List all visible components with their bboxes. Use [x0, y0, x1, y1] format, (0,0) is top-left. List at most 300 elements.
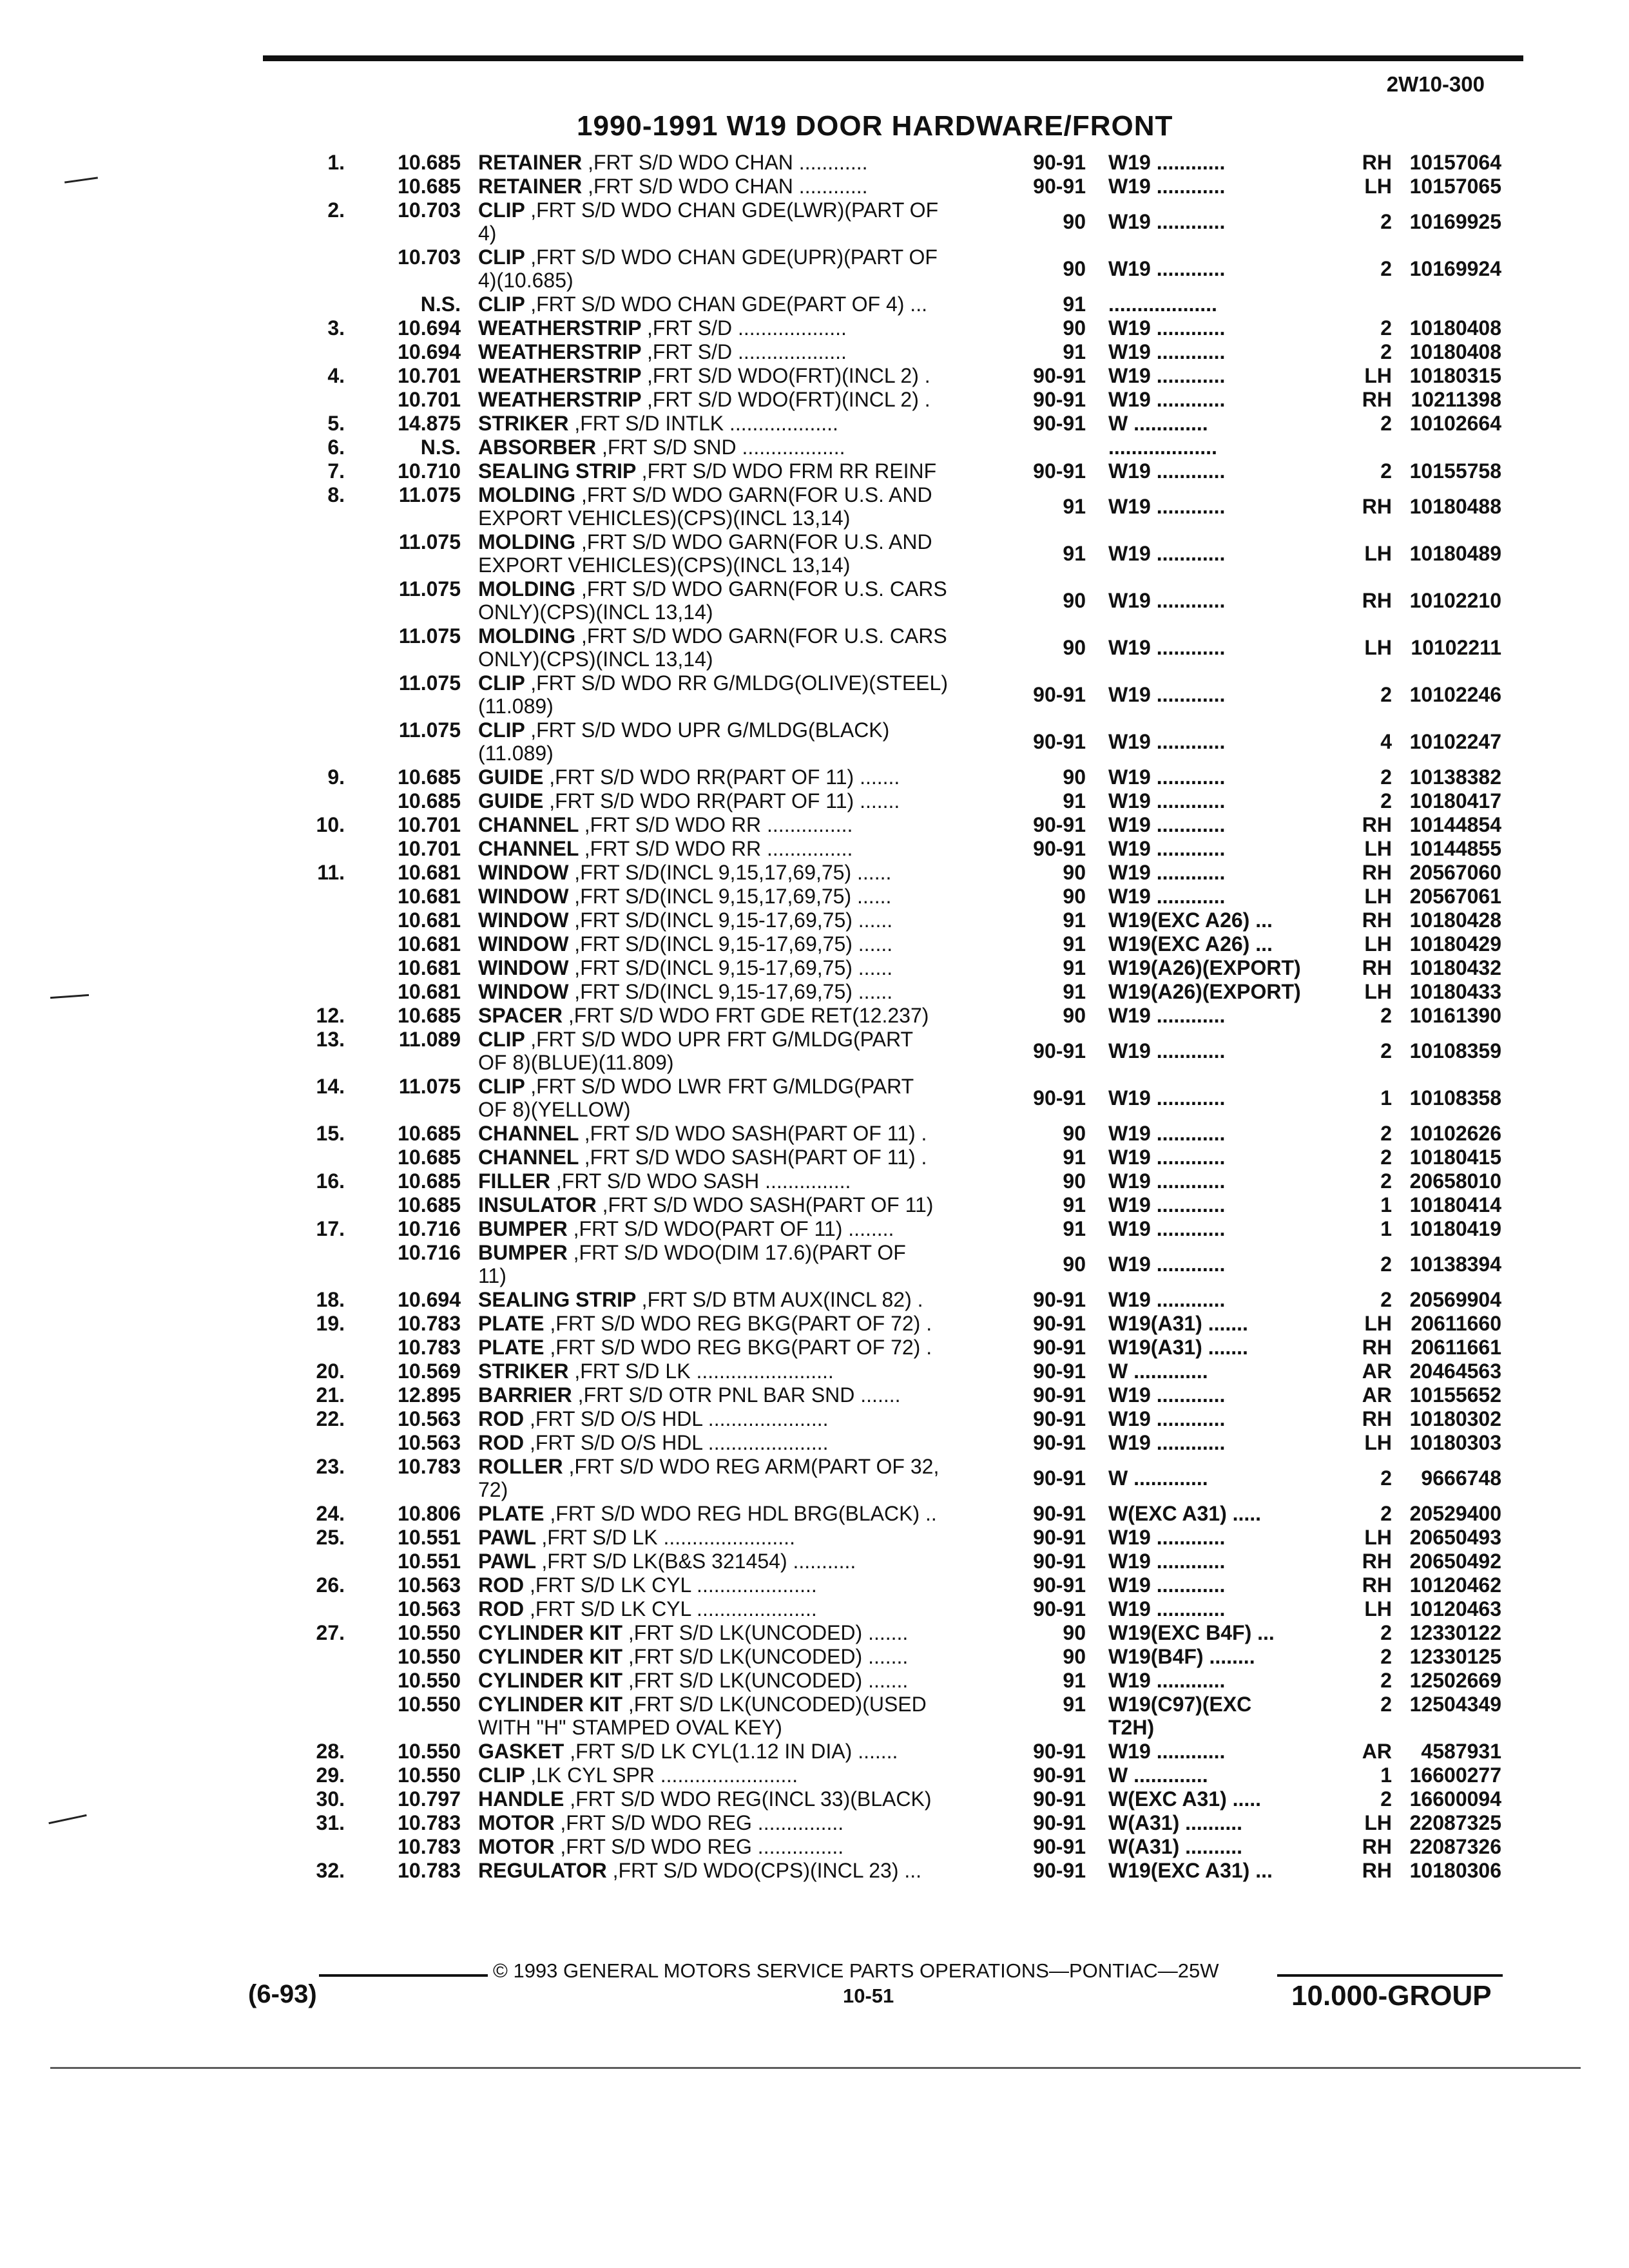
group-label: 10.000-GROUP: [1291, 1980, 1492, 2012]
part-name: PLATE: [478, 1502, 545, 1525]
group-number: 10.701: [398, 813, 461, 836]
description-line: [478, 293, 1013, 316]
model-code: [1108, 1039, 1321, 1062]
top-rule: [263, 55, 1523, 61]
description: [478, 293, 1013, 316]
part-number: 20650492: [1409, 1550, 1501, 1573]
item-number: 16.: [316, 1169, 345, 1193]
part-number: 10180429: [1409, 932, 1501, 956]
model-years: 90: [1063, 589, 1086, 612]
part-name: CHANNEL: [478, 837, 579, 860]
part-detail: ,FRT S/D WDO REG ARM(PART OF 32,: [568, 1455, 940, 1478]
model-code-line: W19 ............: [1108, 683, 1226, 706]
group-number: 10.550: [398, 1693, 461, 1716]
model-code-line: W19(C97)(EXC: [1108, 1693, 1252, 1716]
model-code: [1108, 908, 1321, 932]
part-number: 10180433: [1409, 980, 1501, 1003]
group-number: 10.685: [398, 1146, 461, 1169]
description-line: ONLY)(CPS)(INCL 13,14): [478, 648, 713, 671]
part-name: MOLDING: [478, 530, 576, 553]
item-number: 8.: [327, 483, 345, 506]
description-line: (11.089): [478, 742, 554, 765]
group-number: 10.716: [398, 1217, 461, 1240]
table-row: [0, 1075, 1629, 1122]
part-number: 20611660: [1411, 1312, 1501, 1335]
part-number: 20658010: [1409, 1169, 1501, 1193]
group-number: 10.563: [398, 1573, 461, 1597]
item-number: 10.: [316, 813, 345, 836]
model-code-line: W19 ............: [1108, 1193, 1226, 1216]
table-row: [0, 861, 1629, 885]
model-code: [1108, 1217, 1321, 1240]
description-line: EXPORT VEHICLES)(CPS)(INCL 13,14): [478, 553, 851, 577]
model-code: [1108, 789, 1321, 812]
model-code: [1108, 1573, 1321, 1597]
model-code-line: W19(A31) .......: [1108, 1336, 1248, 1359]
model-years: 90: [1063, 1122, 1086, 1145]
table-row: [0, 885, 1629, 908]
model-code: [1108, 885, 1321, 908]
description: [478, 577, 1013, 624]
description: [478, 908, 1013, 932]
model-years: 90-91: [1033, 151, 1086, 174]
description-line: [478, 789, 1013, 812]
part-name: WEATHERSTRIP: [478, 388, 642, 411]
model-code: [1108, 1169, 1321, 1193]
part-number: 10108359: [1409, 1039, 1501, 1062]
group-number: 10.550: [398, 1669, 461, 1692]
group-number: 10.797: [398, 1787, 461, 1811]
part-name: GUIDE: [478, 789, 544, 812]
group-number: 10.783: [398, 1312, 461, 1335]
part-detail: ,FRT S/D WDO SASH(PART OF 11) .: [584, 1122, 927, 1145]
part-number: 10155758: [1409, 459, 1501, 483]
part-name: GASKET: [478, 1740, 564, 1763]
quantity: LH: [1364, 932, 1392, 956]
group-number: 12.895: [398, 1383, 461, 1407]
model-code: [1108, 210, 1321, 233]
model-years: 90-91: [1033, 1740, 1086, 1763]
group-number: 10.685: [398, 175, 461, 198]
model-code-line: W19 ............: [1108, 813, 1226, 836]
quantity: RH: [1362, 1835, 1392, 1858]
part-detail: ,FRT S/D LK CYL(1.12 IN DIA) .......: [570, 1740, 898, 1763]
part-detail: ,FRT S/D OTR PNL BAR SND .......: [577, 1383, 901, 1407]
group-number: 11.075: [398, 577, 461, 601]
model-years: 90: [1063, 210, 1086, 233]
table-row: [0, 1122, 1629, 1146]
group-number: 10.694: [398, 1288, 461, 1311]
model-code-line: W(A31) ..........: [1108, 1835, 1243, 1858]
model-code-line: W19(B4F) ........: [1108, 1645, 1255, 1668]
table-row: [0, 577, 1629, 624]
group-number: 10.685: [398, 151, 461, 174]
description-line: [478, 885, 1013, 908]
quantity: 1: [1380, 1193, 1392, 1216]
description: [478, 1740, 1013, 1763]
part-name: GUIDE: [478, 765, 544, 789]
description: [478, 718, 1013, 765]
group-number: 10.701: [398, 837, 461, 860]
description: [478, 483, 1013, 530]
part-number: 10155652: [1409, 1383, 1501, 1407]
model-years: 91: [1063, 1146, 1086, 1169]
part-detail: ,FRT S/D LK ........................: [574, 1360, 834, 1383]
part-name: CLIP: [478, 245, 525, 269]
model-years: 90-91: [1033, 1550, 1086, 1573]
part-number: 16600277: [1409, 1763, 1501, 1787]
part-detail: ,FRT S/D WDO(DIM 17.6)(PART OF: [573, 1241, 906, 1264]
part-name: MOTOR: [478, 1835, 555, 1858]
page-id: 2W10-300: [1386, 72, 1485, 96]
description-line: [478, 1075, 1013, 1098]
part-name: PAWL: [478, 1550, 536, 1573]
model-years: 90-91: [1033, 1039, 1086, 1062]
model-years: 90-91: [1033, 1859, 1086, 1882]
model-code: [1108, 1004, 1321, 1027]
table-row: [0, 1763, 1629, 1787]
part-number: 10180414: [1409, 1193, 1501, 1216]
description-line: [478, 1645, 1013, 1668]
model-code: [1108, 542, 1321, 565]
group-number: 10.703: [398, 245, 461, 269]
model-code-line: W19 ............: [1108, 151, 1226, 174]
quantity: RH: [1362, 1573, 1392, 1597]
part-detail: ,FRT S/D O/S HDL .....................: [530, 1407, 829, 1430]
description-line: [478, 340, 1013, 363]
description-line: ONLY)(CPS)(INCL 13,14): [478, 601, 713, 624]
model-code-line: W19(A26)(EXPORT): [1108, 956, 1301, 979]
description: [478, 1621, 1013, 1644]
item-number: 3.: [327, 316, 345, 340]
model-code: [1108, 340, 1321, 363]
description-line: [478, 813, 1013, 836]
item-number: 27.: [316, 1621, 345, 1644]
model-code: [1108, 1526, 1321, 1549]
table-row: [0, 412, 1629, 436]
model-code: [1108, 861, 1321, 884]
model-years: 90-91: [1033, 1502, 1086, 1525]
description: [478, 885, 1013, 908]
table-row: [0, 364, 1629, 388]
model-code-line: ...................: [1108, 293, 1217, 316]
part-number: 10180306: [1409, 1859, 1501, 1882]
model-code-line: T2H): [1108, 1716, 1155, 1739]
part-number: 16600094: [1409, 1787, 1501, 1811]
model-code: [1108, 1645, 1321, 1668]
part-name: CYLINDER KIT: [478, 1645, 622, 1668]
model-years: 91: [1063, 542, 1086, 565]
description-line: [478, 1360, 1013, 1383]
item-number: 19.: [316, 1312, 345, 1335]
part-number: 10180432: [1409, 956, 1501, 979]
description-line: [478, 1550, 1013, 1573]
description-line: [478, 530, 1013, 553]
model-code-line: W(EXC A31) .....: [1108, 1502, 1262, 1525]
model-years: 91: [1063, 1193, 1086, 1216]
description-line: [478, 624, 1013, 648]
quantity: 2: [1380, 210, 1392, 233]
model-years: 90-91: [1033, 1086, 1086, 1110]
model-code-line: W .............: [1108, 1763, 1208, 1787]
model-code-line: W19 ............: [1108, 730, 1226, 753]
group-number: 10.681: [398, 885, 461, 908]
quantity: 4: [1380, 730, 1392, 753]
part-detail: ,FRT S/D WDO RR ...............: [584, 837, 853, 860]
group-number: 10.694: [398, 316, 461, 340]
part-name: INSULATOR: [478, 1193, 597, 1216]
table-row: [0, 671, 1629, 718]
table-row: [0, 1621, 1629, 1645]
part-detail: ,LK CYL SPR ........................: [530, 1763, 798, 1787]
model-code-line: W .............: [1108, 412, 1208, 435]
quantity: RH: [1362, 388, 1392, 411]
quantity: 2: [1380, 340, 1392, 363]
model-code: [1108, 293, 1321, 316]
table-row: [0, 1669, 1629, 1693]
description: [478, 316, 1013, 340]
group-number: 10.685: [398, 765, 461, 789]
model-code: [1108, 813, 1321, 836]
model-code: [1108, 1787, 1321, 1811]
description-line: [478, 908, 1013, 932]
description-line: [478, 1193, 1013, 1216]
description: [478, 1193, 1013, 1216]
part-name: MOLDING: [478, 483, 576, 506]
description: [478, 175, 1013, 198]
description: [478, 1004, 1013, 1027]
part-detail: ,FRT S/D WDO GARN(FOR U.S. CARS: [581, 624, 947, 648]
item-number: 17.: [316, 1217, 345, 1240]
item-number: 1.: [327, 151, 345, 174]
part-number: 20611661: [1411, 1336, 1501, 1359]
model-years: 91: [1063, 1669, 1086, 1692]
model-years: 90: [1063, 257, 1086, 280]
group-number: 10.783: [398, 1835, 461, 1858]
table-row: [0, 1028, 1629, 1075]
quantity: RH: [1362, 1859, 1392, 1882]
group-number: 10.569: [398, 1360, 461, 1383]
model-years: 91: [1063, 340, 1086, 363]
part-number: 22087325: [1409, 1811, 1501, 1834]
model-code-line: W19 ............: [1108, 257, 1226, 280]
quantity: 1: [1380, 1086, 1392, 1110]
part-name: WEATHERSTRIP: [478, 364, 642, 387]
table-row: [0, 1573, 1629, 1597]
part-name: ABSORBER: [478, 436, 597, 459]
part-number: 10180417: [1409, 789, 1501, 812]
model-code: [1108, 837, 1321, 860]
group-number: 10.806: [398, 1502, 461, 1525]
description-line: [478, 1693, 1013, 1716]
part-detail: ,FRT S/D O/S HDL .....................: [530, 1431, 829, 1454]
part-number: 10180408: [1409, 316, 1501, 340]
description-line: 4)(10.685): [478, 269, 574, 292]
description: [478, 1312, 1013, 1335]
model-years: 90-91: [1033, 1835, 1086, 1858]
copyright-notice: © 1993 GENERAL MOTORS SERVICE PARTS OPERATIONS—PONTIAC—25W: [493, 1959, 1219, 1982]
quantity: 2: [1380, 1146, 1392, 1169]
table-row: [0, 459, 1629, 483]
part-number: 20567061: [1409, 885, 1501, 908]
group-number: 10.563: [398, 1407, 461, 1430]
group-number: 11.075: [398, 624, 461, 648]
table-row: [0, 1550, 1629, 1573]
part-name: CYLINDER KIT: [478, 1621, 622, 1644]
part-number: 10157064: [1409, 151, 1501, 174]
part-detail: ,FRT S/D(INCL 9,15-17,69,75) ......: [574, 956, 893, 979]
group-number: 10.685: [398, 1193, 461, 1216]
description-line: [478, 1621, 1013, 1644]
model-years: 91: [1063, 1693, 1086, 1716]
part-number: 20567060: [1409, 861, 1501, 884]
model-years: 90: [1063, 861, 1086, 884]
date-code: (6-93): [248, 1980, 317, 2008]
model-years: 90: [1063, 1621, 1086, 1644]
part-detail: ,FRT S/D WDO REG ...............: [560, 1811, 844, 1834]
model-code-line: W19 ............: [1108, 495, 1226, 518]
part-name: STRIKER: [478, 1360, 569, 1383]
model-years: 90-91: [1033, 837, 1086, 860]
part-detail: ,FRT S/D WDO SASH ...............: [555, 1169, 851, 1193]
table-row: [0, 956, 1629, 980]
quantity: LH: [1364, 636, 1392, 659]
table-row: [0, 1360, 1629, 1383]
quantity: 2: [1380, 1693, 1392, 1716]
model-code: [1108, 589, 1321, 612]
model-code: [1108, 1431, 1321, 1454]
quantity: 2: [1380, 1645, 1392, 1668]
model-code-line: W19 ............: [1108, 765, 1226, 789]
description-line: [478, 932, 1013, 956]
table-row: [0, 1787, 1629, 1811]
description: [478, 245, 1013, 292]
part-detail: ,FRT S/D WDO FRT GDE RET(12.237): [568, 1004, 929, 1027]
part-name: PAWL: [478, 1526, 536, 1549]
part-detail: ,FRT S/D WDO(FRT)(INCL 2) .: [646, 388, 930, 411]
part-detail: ,FRT S/D WDO RR G/MLDG(OLIVE)(STEEL): [530, 671, 948, 695]
item-number: 13.: [316, 1028, 345, 1051]
group-number: 11.075: [398, 483, 461, 506]
item-number: 9.: [327, 765, 345, 789]
part-name: MOLDING: [478, 577, 576, 601]
model-years: 90-91: [1033, 388, 1086, 411]
description-line: OF 8)(YELLOW): [478, 1098, 631, 1121]
model-years: 90-91: [1033, 175, 1086, 198]
model-code-line: W19 ............: [1108, 636, 1226, 659]
description-line: [478, 1859, 1013, 1882]
description-line: WITH "H" STAMPED OVAL KEY): [478, 1716, 782, 1739]
model-years: 91: [1063, 932, 1086, 956]
part-name: CLIP: [478, 1763, 525, 1787]
quantity: LH: [1364, 837, 1392, 860]
model-code-line: W19 ............: [1108, 1169, 1226, 1193]
description-line: [478, 1526, 1013, 1549]
part-detail: ,FRT S/D WDO REG BKG(PART OF 72) .: [550, 1312, 932, 1335]
table-row: [0, 1288, 1629, 1312]
table-row: [0, 483, 1629, 530]
quantity: RH: [1362, 589, 1392, 612]
part-name: MOTOR: [478, 1811, 555, 1834]
table-row: [0, 624, 1629, 671]
table-row: [0, 151, 1629, 175]
description: [478, 1763, 1013, 1787]
part-name: WEATHERSTRIP: [478, 316, 642, 340]
model-code: [1108, 956, 1321, 979]
table-row: [0, 1169, 1629, 1193]
part-detail: ,FRT S/D WDO CHAN GDE(UPR)(PART OF: [530, 245, 938, 269]
part-detail: ,FRT S/D SND ..................: [602, 436, 845, 459]
model-code-line: W19 ............: [1108, 837, 1226, 860]
model-years: 90: [1063, 1004, 1086, 1027]
description: [478, 1669, 1013, 1692]
quantity: 2: [1380, 1288, 1392, 1311]
part-name: STRIKER: [478, 412, 569, 435]
description-line: [478, 1146, 1013, 1169]
model-code-line: W19 ............: [1108, 1573, 1226, 1597]
part-name: CLIP: [478, 293, 525, 316]
model-code-line: W19 ............: [1108, 861, 1226, 884]
item-number: 25.: [316, 1526, 345, 1549]
model-years: 90-91: [1033, 1526, 1086, 1549]
part-detail: ,FRT S/D WDO REG BKG(PART OF 72) .: [550, 1336, 932, 1359]
model-code: [1108, 1835, 1321, 1858]
part-detail: ,FRT S/D LK(UNCODED) .......: [628, 1669, 909, 1692]
part-name: PLATE: [478, 1312, 545, 1335]
description: [478, 1502, 1013, 1525]
part-name: WINDOW: [478, 932, 569, 956]
description-line: [478, 412, 1013, 435]
description-line: [478, 671, 1013, 695]
model-code: [1108, 1407, 1321, 1430]
description-line: [478, 1122, 1013, 1145]
quantity: RH: [1362, 813, 1392, 836]
part-detail: ,FRT S/D LK CYL .....................: [530, 1597, 817, 1620]
part-name: WINDOW: [478, 956, 569, 979]
description: [478, 459, 1013, 483]
item-number: 6.: [327, 436, 345, 459]
model-years: 90-91: [1033, 1312, 1086, 1335]
description: [478, 1526, 1013, 1549]
item-number: 18.: [316, 1288, 345, 1311]
part-detail: ,FRT S/D LK .......................: [541, 1526, 795, 1549]
part-detail: ,FRT S/D WDO CHAN GDE(PART OF 4) ...: [530, 293, 927, 316]
description: [478, 1075, 1013, 1121]
part-detail: ,FRT S/D LK(UNCODED) .......: [628, 1621, 909, 1644]
part-number: 10120462: [1409, 1573, 1501, 1597]
part-name: BARRIER: [478, 1383, 572, 1407]
description: [478, 1241, 1013, 1287]
model-code-line: W19 ............: [1108, 316, 1226, 340]
description-line: [478, 837, 1013, 860]
model-code: [1108, 932, 1321, 956]
description: [478, 1455, 1013, 1501]
part-name: CHANNEL: [478, 813, 579, 836]
item-number: 21.: [316, 1383, 345, 1407]
part-detail: ,FRT S/D WDO GARN(FOR U.S. AND: [581, 530, 932, 553]
table-row: [0, 1383, 1629, 1407]
part-number: 10102664: [1409, 412, 1501, 435]
quantity: RH: [1362, 151, 1392, 174]
group-number: 10.681: [398, 861, 461, 884]
part-number: 20529400: [1409, 1502, 1501, 1525]
model-code-line: W19 ............: [1108, 340, 1226, 363]
description: [478, 1169, 1013, 1193]
part-detail: ,FRT S/D LK CYL .....................: [530, 1573, 817, 1597]
group-number: 10.685: [398, 789, 461, 812]
model-code: [1108, 1312, 1321, 1335]
description: [478, 765, 1013, 789]
